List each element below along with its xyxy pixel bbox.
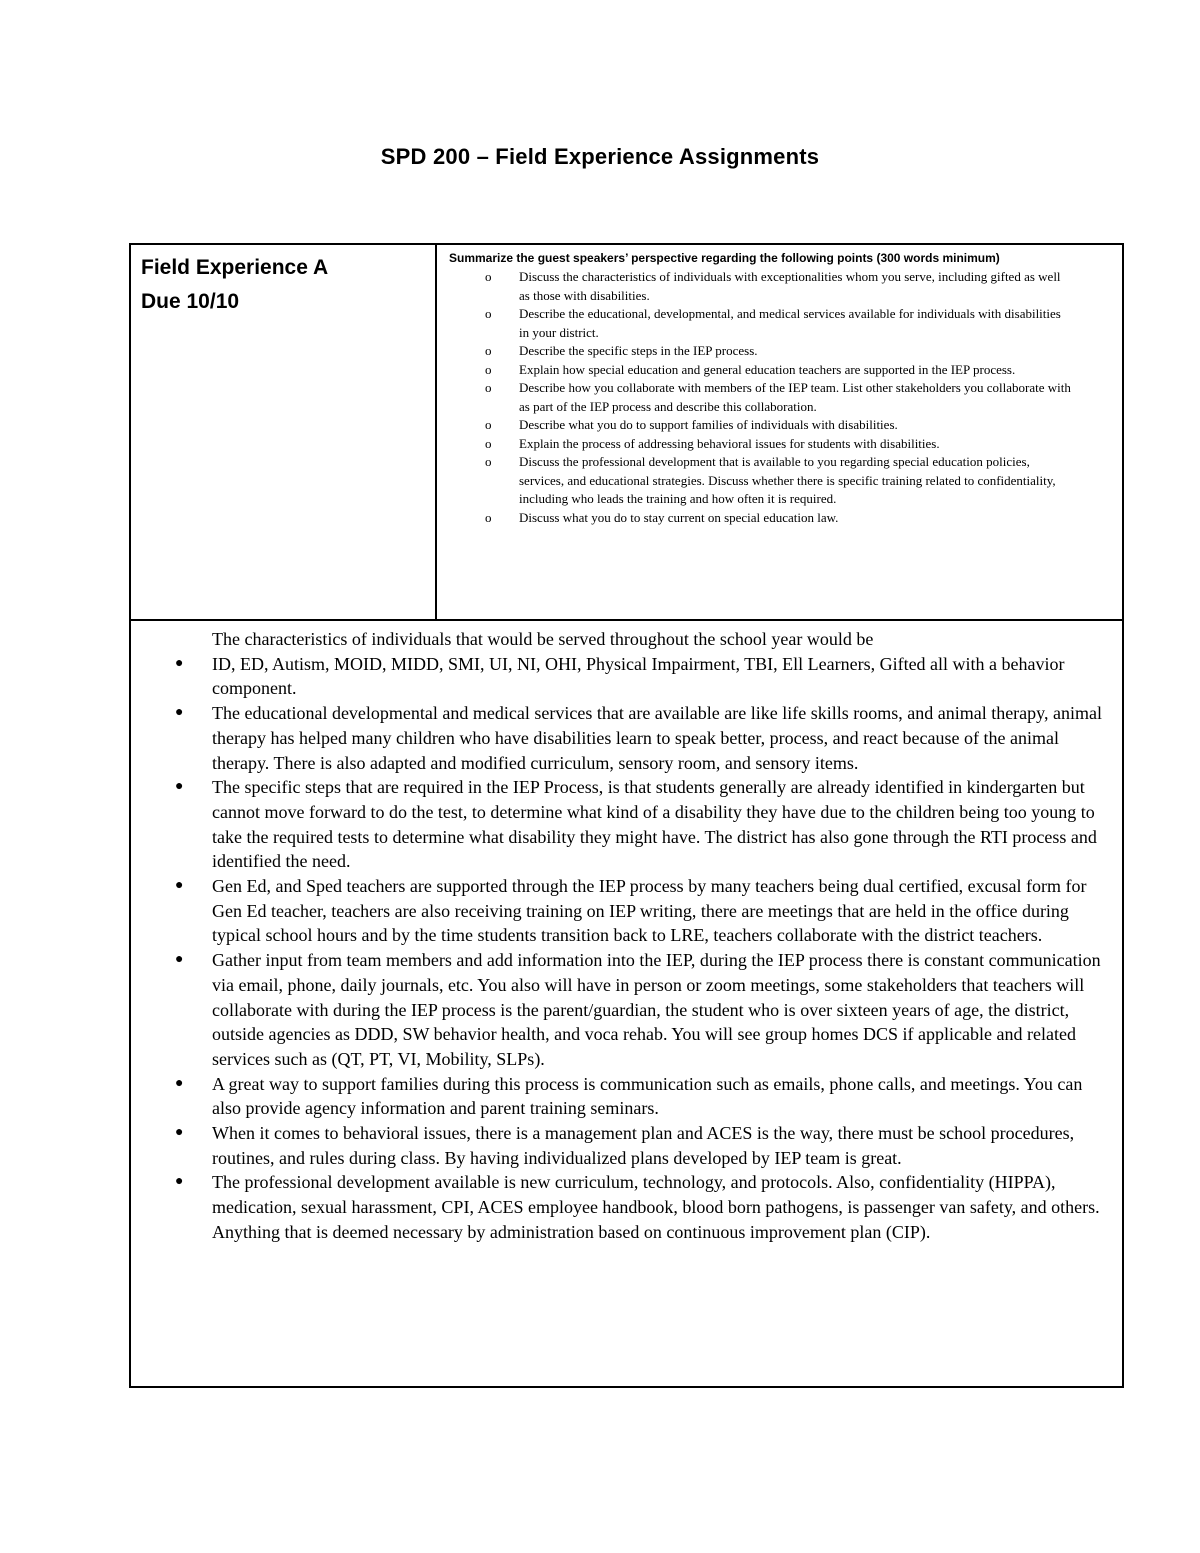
assignment-due-date: Due 10/10	[141, 290, 240, 313]
bullet-icon: ●	[175, 655, 184, 671]
prompt-item-text: Describe the specific steps in the IEP process.	[519, 343, 758, 358]
bullet-icon: ●	[175, 1174, 184, 1190]
prompt-marker: o	[485, 269, 492, 284]
assignment-name: Field Experience A	[141, 256, 329, 279]
page-title: SPD 200 – Field Experience Assignments	[380, 144, 820, 169]
prompt-item-text: Discuss what you do to stay current on special education law.	[519, 509, 839, 525]
assignment-label-cell	[131, 245, 437, 619]
prompt-item	[449, 305, 1071, 342]
prompt-marker: o	[485, 435, 492, 451]
response-item-text: A great way to support families during this process is communication such as emails, phone calls, and meetings. You can also provide agency information and parent training seminars.	[212, 1073, 1083, 1119]
prompt-marker: o	[485, 417, 492, 432]
response-item	[131, 948, 1112, 1072]
response-item	[131, 1072, 1112, 1121]
response-item-text: ID, ED, Autism, MOID, MIDD, SMI, UI, NI, OHI, Physical Impairment, TBI, Ell Learners, Gifted all with a behavior component.	[212, 653, 1065, 699]
bullet-icon: ●	[175, 779, 184, 795]
prompt-item	[449, 342, 1071, 361]
response-intro: The characteristics of individuals that would be served throughout the school year would be	[212, 629, 874, 649]
prompt-item-text: Discuss the characteristics of individuals with exceptionalities whom you serve, including gifted as well as those with disabilities.	[519, 269, 1061, 303]
prompt-item	[449, 361, 1071, 380]
prompt-item-text: Explain how special education and general education teachers are supported in the IEP process.	[519, 361, 1016, 377]
response-item-text: The educational developmental and medical services that are available are like life skills rooms, and animal therapy, animal therapy has helped many children who have disabilities learn to speak better, process, and react because of the animal therapy. There is also adapted and modified curriculum, sensory room, and sensory items.	[212, 703, 1102, 773]
prompt-item	[449, 416, 1071, 435]
prompt-item-text: Discuss the professional development that is available to you regarding special education policies, services, and educational strategies. Discuss whether there is specific training related to confidentiality, including who leads the training and how often it is required.	[519, 454, 1056, 506]
prompt-item-text: Describe the educational, developmental, and medical services available for individuals with disabilities in your district.	[519, 306, 1061, 340]
response-row	[131, 621, 1122, 1245]
response-item	[131, 1170, 1112, 1244]
prompt-marker: o	[485, 509, 492, 525]
prompt-marker: o	[485, 380, 492, 395]
response-item-text: Gather input from team members and add information into the IEP, during the IEP process there is constant communication via email, phone, daily journals, etc. You also will have in person or zoom meetings, some stakeholders that teachers will collaborate with during the IEP process is the parent/guardian, the student who is over sixteen years of age, the district, outside agencies as DDD, SW behavior health, and voca rehab. You will see group homes DCS if applicable and related services such as (QT, PT, VI, Mobility, SLPs).	[212, 950, 1101, 1069]
response-item-text: The professional development available is new curriculum, technology, and protocols. Also, confidentiality (HIPPA), medication, sexual harassment, CPI, ACES employee handbook, blood born pathogens, is passenger van safety, and others. Anything that is deemed necessary by administration based on continuous improvement plan (CIP).	[212, 1172, 1100, 1242]
prompt-item-text: Describe what you do to support families of individuals with disabilities.	[519, 417, 898, 432]
prompt-item	[449, 268, 1071, 305]
response-item-text: The specific steps that are required in the IEP Process, is that students generally are already identified in kindergarten but cannot move forward to do the test, to determine what kind of a disability they have due to the children being too young to take the required tests to determine what disability they might have. The district has also gone through the RTI process and identified the need.	[212, 777, 1097, 872]
response-item	[131, 1121, 1112, 1170]
prompt-item-text: Explain the process of addressing behavioral issues for students with disabilities.	[519, 435, 940, 451]
prompt-marker: o	[485, 361, 492, 377]
response-item	[131, 874, 1112, 948]
prompt-heading: Summarize the guest speakers’ perspective regarding the following points (300 words minimum)	[449, 251, 1000, 265]
response-item-text: When it comes to behavioral issues, there is a management plan and ACES is the way, there must be school procedures, routines, and rules during class. By having individualized plans developed by IEP team is great.	[212, 1123, 1075, 1168]
prompt-item	[449, 379, 1071, 416]
prompt-item	[449, 509, 1071, 528]
assignment-header-row	[131, 245, 1122, 621]
response-item	[131, 701, 1112, 775]
bullet-icon: ●	[175, 952, 184, 968]
assignment-table	[129, 243, 1124, 1388]
prompt-marker: o	[485, 454, 492, 469]
prompt-item	[449, 435, 1071, 454]
assignment-prompt-cell	[437, 245, 1122, 619]
prompt-list	[449, 268, 1122, 527]
prompt-item	[449, 453, 1071, 509]
response-item-text: Gen Ed, and Sped teachers are supported through the IEP process by many teachers being dual certified, excusal form for Gen Ed teacher, teachers are also receiving training on IEP writing, there are meetings that are held in the office during typical school hours and by the time students transition back to LRE, teachers collaborate with the district teachers.	[212, 876, 1087, 946]
bullet-icon: ●	[175, 1075, 184, 1091]
prompt-marker: o	[485, 306, 492, 321]
response-item	[131, 652, 1112, 701]
response-list	[131, 652, 1122, 1245]
prompt-marker: o	[485, 343, 492, 358]
bullet-icon: ●	[175, 705, 184, 721]
bullet-icon: ●	[175, 1125, 184, 1141]
bullet-icon: ●	[175, 878, 184, 894]
prompt-item-text: Describe how you collaborate with members of the IEP team. List other stakeholders you collaborate with as part of the IEP process and describe this collaboration.	[519, 380, 1071, 414]
response-item	[131, 775, 1112, 874]
